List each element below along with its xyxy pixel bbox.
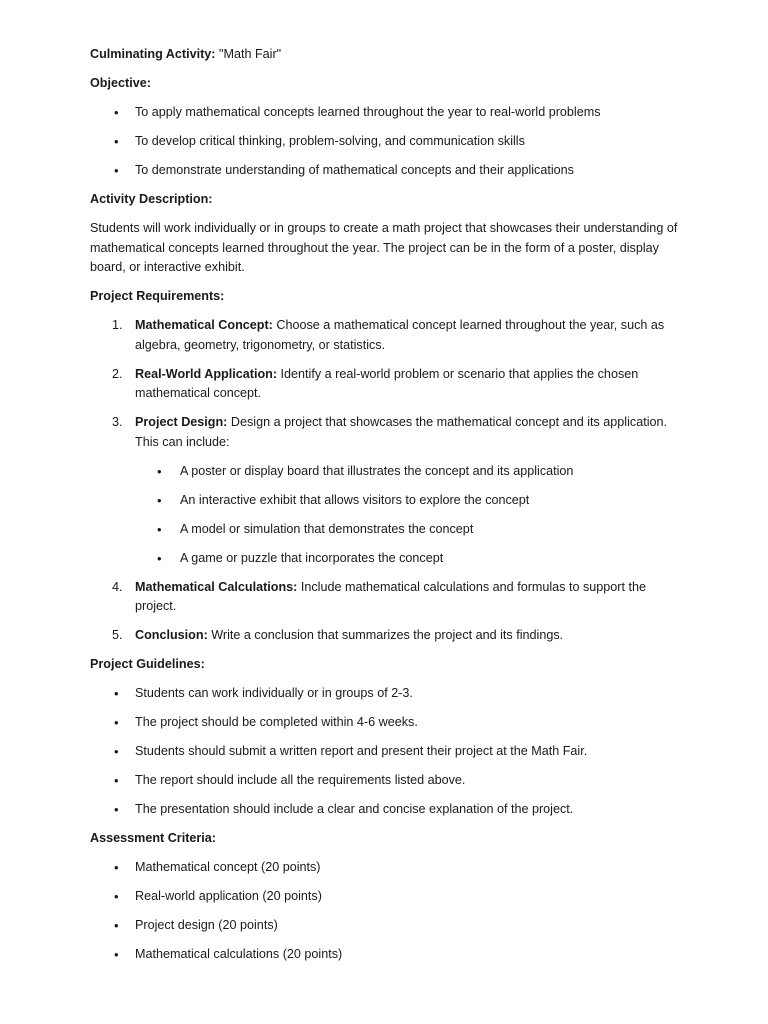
bullet-icon: • (114, 715, 119, 730)
requirement-text: Write a conclusion that summarizes the project and its findings. (211, 628, 564, 642)
bullet-icon: • (114, 860, 119, 875)
bullet-icon: • (114, 686, 119, 701)
requirement-label: Project Design: (135, 415, 228, 429)
description-text: Students will work individually or in groups to create a math project that showcases their understanding of mathematical concepts learned throughout the year. The project can be in the form of a poster, display board, or interactive exhibit. (90, 221, 678, 274)
list-item: • To develop critical thinking, problem-solving, and communication skills (90, 132, 690, 152)
bullet-icon: • (114, 947, 119, 962)
activity-title-value: "Math Fair" (218, 47, 282, 61)
requirement-text: Design a project that showcases the mathematical concept and its application. This can include: (135, 415, 668, 449)
list-item: • The project should be completed within 4-6 weeks. (90, 713, 690, 733)
list-number: 5. (112, 628, 123, 642)
requirement-label: Mathematical Calculations: (135, 579, 298, 594)
list-item (90, 365, 690, 404)
list-item: • Students can work individually or in groups of 2-3. (90, 684, 690, 704)
list-item: • A poster or display board that illustrates the concept and its application (135, 462, 690, 482)
requirement-text: Choose a mathematical concept learned throughout the year, such as algebra, geometry, trigonometry, or statistics. (135, 318, 665, 352)
list-item (90, 316, 690, 355)
bullet-icon: • (157, 550, 162, 566)
requirement-label: Mathematical Concept: (135, 318, 273, 332)
list-item: • To demonstrate understanding of mathematical concepts and their applications (90, 161, 690, 181)
guidelines-list (90, 684, 690, 820)
activity-title (90, 45, 690, 65)
list-item: • A game or puzzle that incorporates the concept (135, 549, 690, 569)
bullet-icon: • (114, 134, 119, 149)
requirements-list (90, 316, 690, 646)
bullet-icon: • (114, 918, 119, 933)
bullet-icon: • (114, 889, 119, 904)
bullet-icon: • (157, 492, 162, 508)
list-item: • An interactive exhibit that allows visitors to explore the concept (135, 491, 690, 511)
bullet-icon: • (114, 773, 119, 788)
bullet-icon: • (114, 802, 119, 817)
list-number: 2. (112, 366, 123, 381)
description-heading: Activity Description: (90, 192, 213, 206)
assessment-heading: Assessment Criteria: (90, 831, 216, 845)
activity-title-label: Culminating Activity: (90, 47, 216, 61)
objective-list (90, 103, 690, 181)
requirement-text: Include mathematical calculations and formulas to support the project. (135, 579, 646, 613)
list-item: • Project design (20 points) (90, 916, 690, 936)
requirements-heading: Project Requirements: (90, 289, 225, 303)
list-item: • Students should submit a written report and present their project at the Math Fair. (90, 742, 690, 762)
list-item (90, 578, 690, 617)
bullet-icon: • (114, 744, 119, 759)
bullet-icon: • (114, 105, 119, 120)
list-item (90, 413, 690, 568)
list-number: 4. (112, 579, 123, 594)
requirement-text: Identify a real-world problem or scenario that applies the chosen mathematical concept. (135, 366, 639, 400)
list-item: • A model or simulation that demonstrates the concept (135, 520, 690, 540)
list-number: 3. (112, 415, 123, 429)
guidelines-heading: Project Guidelines: (90, 657, 205, 671)
bullet-icon: • (114, 163, 119, 178)
list-item: • Real-world application (20 points) (90, 887, 690, 907)
list-item: • To apply mathematical concepts learned throughout the year to real-world problems (90, 103, 690, 123)
requirement-label: Conclusion: (135, 628, 208, 642)
list-item: • The presentation should include a clear and concise explanation of the project. (90, 800, 690, 820)
document-page (90, 45, 690, 974)
list-item: • The report should include all the requirements listed above. (90, 771, 690, 791)
assessment-list (90, 858, 690, 965)
bullet-icon: • (157, 463, 162, 479)
list-item: • Mathematical calculations (20 points) (90, 945, 690, 965)
list-number: 1. (112, 318, 123, 332)
objective-heading: Objective: (90, 76, 151, 90)
design-options-list (135, 462, 690, 569)
list-item (90, 626, 690, 646)
bullet-icon: • (157, 521, 162, 537)
list-item: • Mathematical concept (20 points) (90, 858, 690, 878)
requirement-label: Real-World Application: (135, 366, 278, 381)
